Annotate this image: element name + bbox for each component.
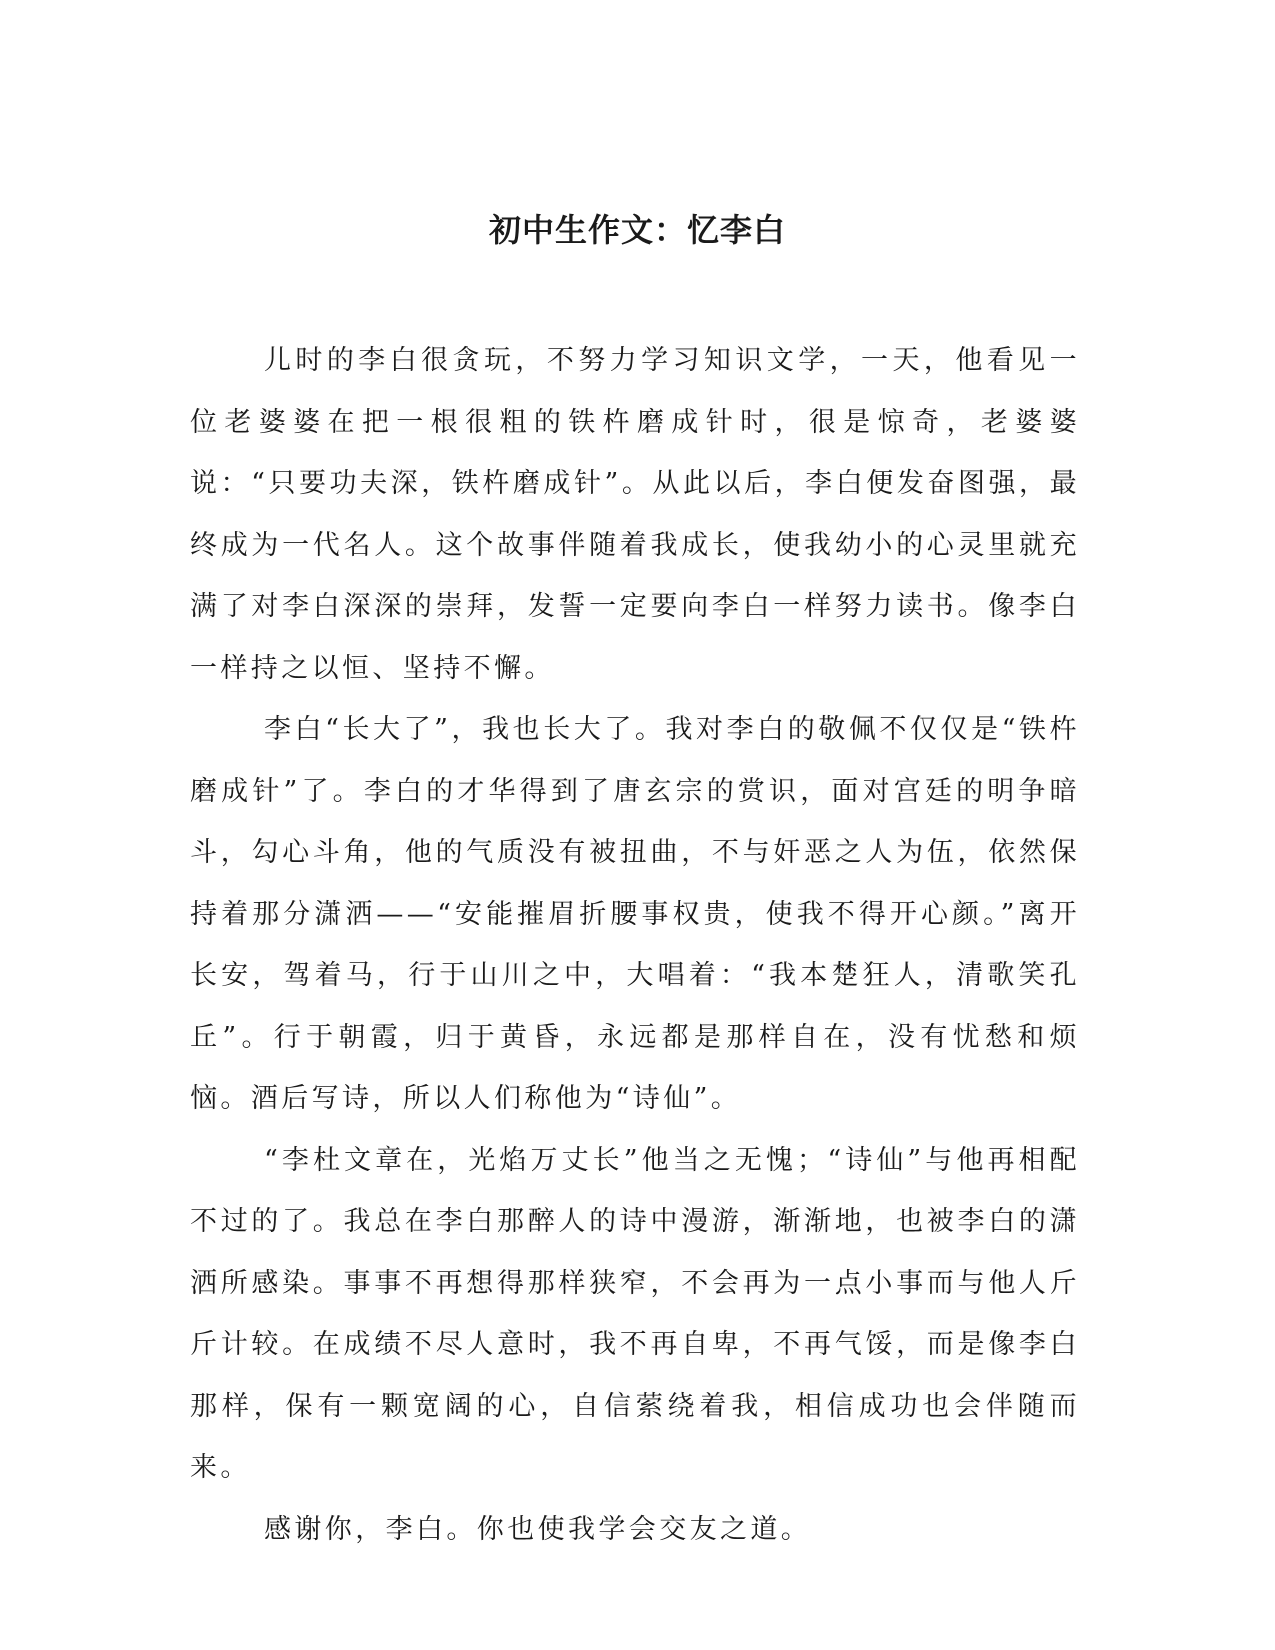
paragraph-2: 李白“长大了”，我也长大了。我对李白的敬佩不仅仅是“铁杵磨成针”了。李白的才华得到了唐玄宗的赏识，面对宫廷的明争暗斗，勾心斗角，他的气质没有被扭曲，不与奸恶之人为伍，依然保持着那分潇洒——“安能摧眉折腰事权贵，使我不得开心颜。”离开长安，驾着马，行于山川之中，大唱着：“我本楚狂人，清歌笑孔丘”。行于朝霞，归于黄昏，永远都是那样自在，没有忧愁和烦恼。酒后写诗，所以人们称他为“诗仙”。 — [190, 714, 1080, 1114]
paragraph-1: 儿时的李白很贪玩，不努力学习知识文学，一天，他看见一位老婆婆在把一根很粗的铁杵磨成针时，很是惊奇，老婆婆说：“只要功夫深，铁杵磨成针”。从此以后，李白便发奋图强，最终成为一代名人。这个故事伴随着我成长，使我幼小的心灵里就充满了对李白深深的崇拜，发誓一定要向李白一样努力读书。像李白一样持之以恒、坚持不懈。 — [190, 345, 1080, 684]
document-body — [190, 330, 1080, 1560]
paragraph-3: “李杜文章在，光焰万丈长”他当之无愧；“诗仙”与他再相配不过的了。我总在李白那醉人的诗中漫游，渐渐地，也被李白的潇洒所感染。事事不再想得那样狭窄，不会再为一点小事而与他人斤斤计较。在成绩不尽人意时，我不再自卑，不再气馁，而是像李白那样，保有一颗宽阔的心，自信萦绕着我，相信成功也会伴随而来。 — [190, 1144, 1080, 1483]
paragraph-4: 感谢你，李白。你也使我学会交友之道。 — [264, 1513, 812, 1545]
document-title: 初中生作文：忆李白 — [488, 211, 786, 249]
